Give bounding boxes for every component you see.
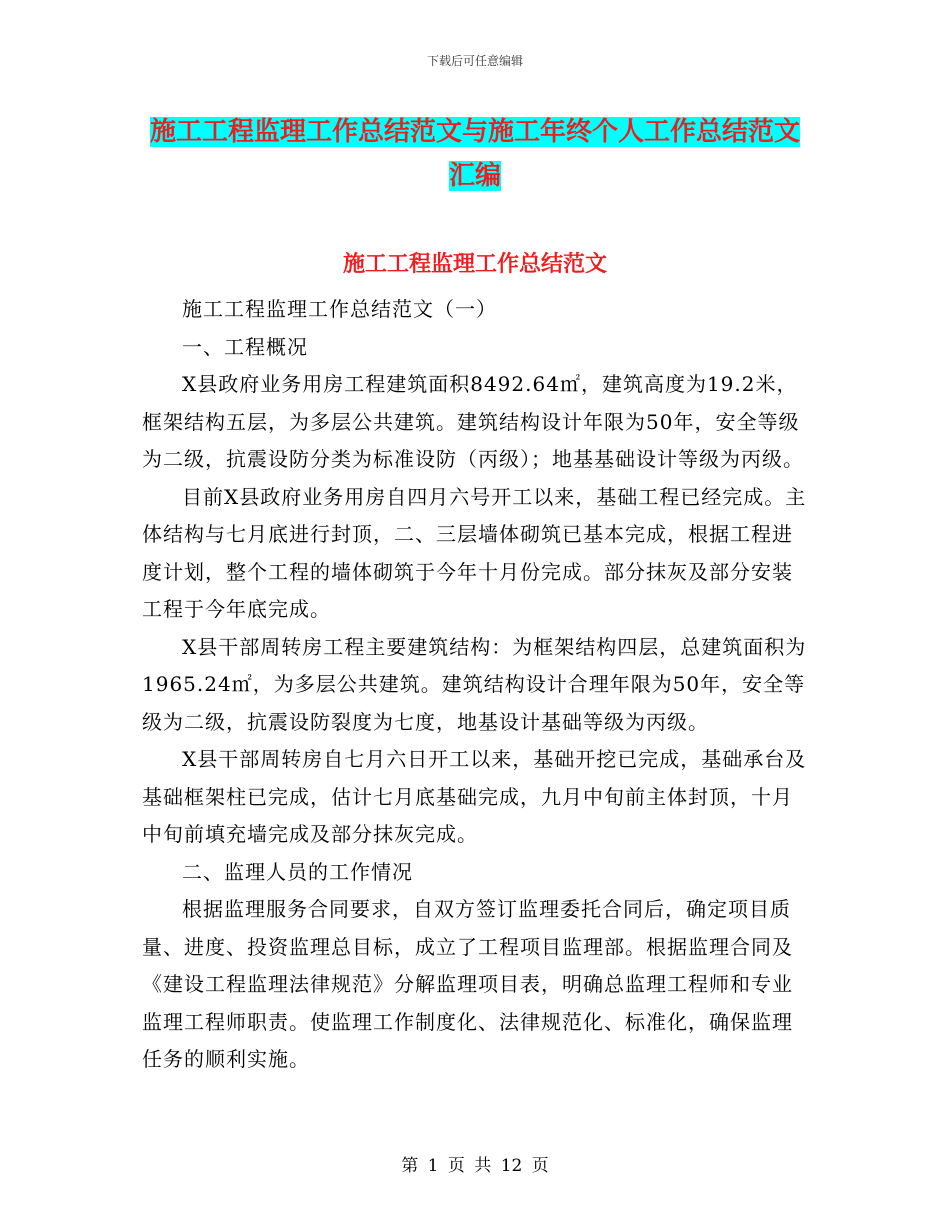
paragraph: 根据监理服务合同要求，自双方签订监理委托合同后，确定项目质量、进度、投资监理总目标，成立了工程项目监理部。根据监理合同及《建设工程监理法律规范》分解监理项目表，明确总监理工程师和专业监理工程师职责。使监理工作制度化、法律规范化、标准化，确保监理任务的顺利实施。 (142, 897, 793, 1071)
page-number-footer: 第 1 页 共 12 页 (401, 1156, 549, 1176)
section-title: 施工工程监理工作总结范文 (342, 251, 607, 277)
paragraph: X县干部周转房工程主要建筑结构：为框架结构四层，总建筑面积为1965.24㎡，为多层公共建筑。建筑结构设计合理年限为50年，安全等级为二级，抗震设防裂度为七度，地基设计基础等级为丙级。 (142, 634, 807, 734)
paragraph: X县干部周转房自七月六日开工以来，基础开挖已完成，基础承台及基础框架柱已完成，估计七月底基础完成，九月中旬前主体封顶，十月中旬前填充墙完成及部分抹灰完成。 (142, 747, 807, 846)
paragraph: X县政府业务用房工程建筑面积8492.64㎡，建筑高度为19.2米，框架结构五层，为多层公共建筑。建筑结构设计年限为50年，安全等级为二级，抗震设防分类为标准设防（丙级）；地基基础设计等级为丙级。 (142, 372, 804, 471)
document-title (150, 110, 800, 198)
header-note: 下载后可任意编辑 (426, 54, 523, 68)
heading-supervisor-work: 二、监理人员的工作情况 (182, 859, 413, 884)
document-title-text: 施工工程监理工作总结范文与施工年终个人工作总结范文汇编 (150, 117, 801, 191)
paragraph-subtitle: 施工工程监理工作总结范文（一） (182, 297, 497, 321)
heading-project-overview: 一、工程概况 (182, 334, 308, 359)
paragraph: 目前X县政府业务用房自四月六号开工以来，基础工程已经完成。主体结构与七月底进行封顶，二、三层墙体砌筑已基本完成，根据工程进度计划，整个工程的墙体砌筑于今年十月份完成。部分抹灰及部分安装工程于今年底完成。 (142, 484, 807, 621)
document-body (142, 291, 812, 1079)
